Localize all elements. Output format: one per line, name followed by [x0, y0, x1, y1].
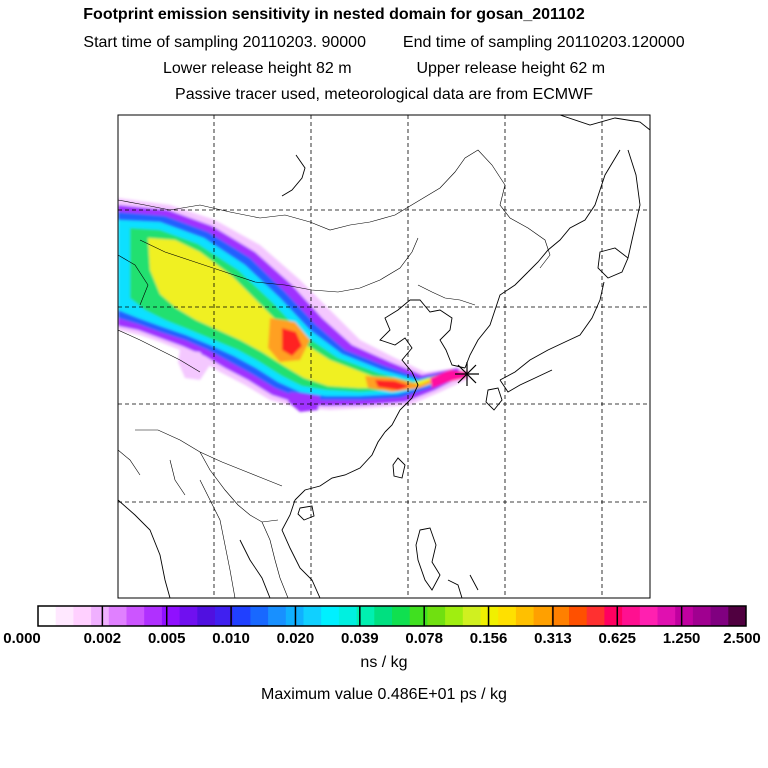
upper-height-label: Upper release height	[416, 60, 565, 77]
colorbar-swatch	[711, 606, 729, 626]
coastline-indochina	[240, 500, 320, 598]
border-china-south	[200, 452, 278, 522]
colorbar-swatch	[410, 606, 428, 626]
receptor-star-icon	[455, 362, 479, 386]
colorbar-swatch	[463, 606, 481, 626]
hainan	[298, 506, 314, 520]
colorbar-tick-label: 0.020	[276, 630, 315, 647]
tracer-note: Passive tracer used, meteorological data are from ECMWF	[175, 86, 593, 103]
colorbar-swatch	[233, 606, 251, 626]
taiwan	[393, 458, 405, 478]
colorbar-tick-label: 2.500	[723, 630, 761, 647]
colorbar-swatch	[144, 606, 162, 626]
map-panel	[118, 115, 650, 598]
colorbar-swatch	[693, 606, 711, 626]
map-title: Footprint emission sensitivity in nested domain for gosan_201102	[83, 6, 585, 23]
colorbar-swatch	[622, 606, 640, 626]
colorbar-swatch	[321, 606, 339, 626]
colorbar-units: ns / kg	[360, 654, 408, 671]
start-time-label: Start time of sampling	[83, 34, 239, 51]
colorbar-swatch	[658, 606, 676, 626]
colorbar-tick-label: 1.250	[662, 630, 701, 647]
philippines-luzon	[416, 528, 440, 590]
colorbar	[38, 606, 746, 626]
colorbar-swatch	[127, 606, 145, 626]
colorbar-swatch	[675, 606, 693, 626]
coastline-korea-east	[465, 272, 528, 368]
colorbar-swatch	[604, 606, 622, 626]
sakhalin	[628, 150, 640, 258]
colorbar-swatch	[109, 606, 127, 626]
coastline-china-south	[295, 432, 385, 500]
colorbar-swatch	[180, 606, 198, 626]
colorbar-swatch	[392, 606, 410, 626]
japan-kyushu	[486, 388, 502, 410]
start-time-value: 20110203. 90000	[242, 34, 366, 51]
border-china-korea	[418, 285, 475, 305]
colorbar-tick-label: 0.000	[3, 630, 41, 647]
colorbar-tick-label: 0.039	[341, 630, 379, 647]
bay-of-bengal-coast	[118, 500, 170, 598]
japan-honshu	[500, 282, 604, 392]
lower-height-value: 82 m	[315, 60, 352, 77]
end-time-value: 20110203.120000	[556, 34, 685, 51]
border-india-nepal	[118, 450, 185, 495]
philippines-south	[448, 575, 478, 598]
colorbar-swatch	[91, 606, 109, 626]
colorbar-swatch	[640, 606, 658, 626]
colorbar-tick-label: 0.313	[534, 630, 572, 647]
colorbar-tick-label: 0.625	[598, 630, 637, 647]
colorbar-tick-label: 0.156	[469, 630, 508, 647]
colorbar-swatch	[728, 606, 746, 626]
colorbar-swatch	[498, 606, 516, 626]
end-time-label: End time of sampling	[402, 34, 553, 51]
coastline-korea-west	[410, 300, 465, 368]
colorbar-swatch	[250, 606, 268, 626]
colorbar-swatch	[56, 606, 74, 626]
colorbar-swatch	[445, 606, 463, 626]
coastline-russia-pacific	[528, 115, 650, 272]
colorbar-tick-label: 0.010	[212, 630, 250, 647]
colorbar-swatch	[268, 606, 286, 626]
colorbar-swatch	[427, 606, 445, 626]
maximum-value: Maximum value 0.486E+01 ps / kg	[261, 686, 507, 703]
colorbar-swatch	[534, 606, 552, 626]
colorbar-swatch	[197, 606, 215, 626]
colorbar-swatch	[481, 606, 499, 626]
colorbar-swatch	[569, 606, 587, 626]
colorbar-swatch	[551, 606, 569, 626]
colorbar-tick-label: 0.002	[83, 630, 122, 647]
colorbar-tick-label: 0.078	[405, 630, 443, 647]
colorbar-swatch	[516, 606, 534, 626]
colorbar-tick-label: 0.005	[147, 630, 186, 647]
colorbar-swatch	[73, 606, 91, 626]
colorbar-swatch	[304, 606, 322, 626]
emission-sensitivity-plume	[118, 198, 470, 412]
upper-height-value: 62 m	[569, 60, 606, 77]
lower-height-label: Lower release height	[162, 60, 312, 77]
baikal-lake	[282, 155, 305, 196]
colorbar-swatch	[374, 606, 392, 626]
colorbar-swatch	[38, 606, 56, 626]
border-myanmar	[200, 480, 235, 598]
japan-hokkaido	[598, 248, 628, 278]
colorbar-swatch	[339, 606, 357, 626]
colorbar-swatch	[587, 606, 605, 626]
colorbar-swatch	[162, 606, 180, 626]
